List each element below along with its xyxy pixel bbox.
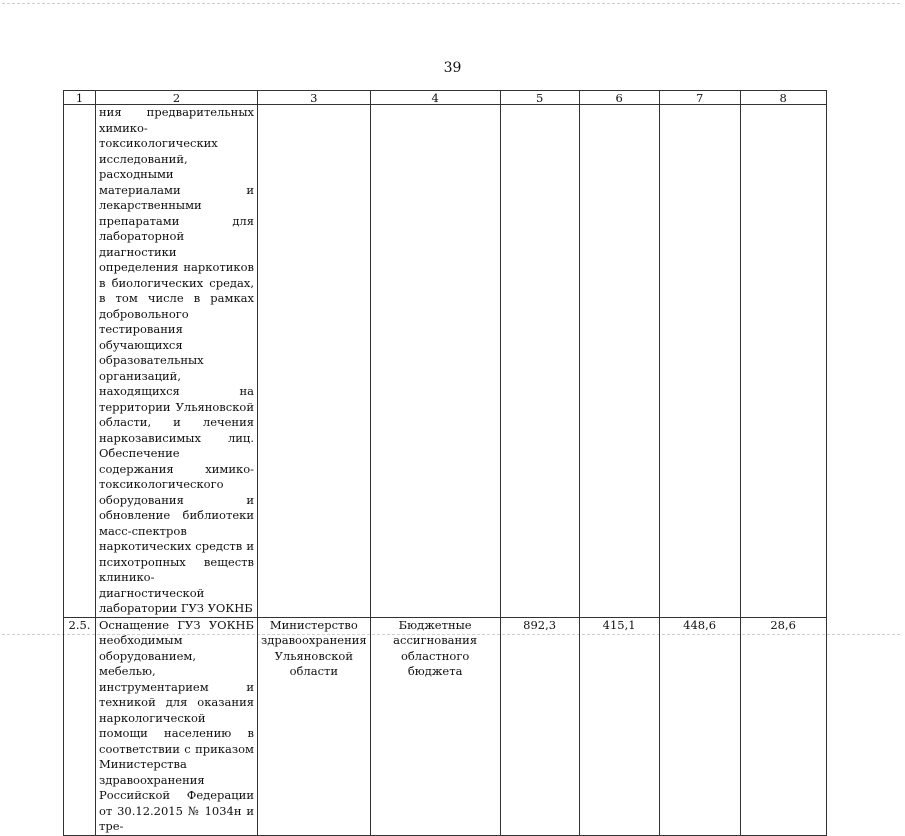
column-header-5: 5: [500, 91, 579, 105]
table-row: [64, 617, 827, 835]
amount-col6-cell: 415,1: [579, 617, 659, 835]
amount-col7-cell: [659, 105, 740, 618]
measure-description-cell: Оснащение ГУЗ УОКНБ необходимым оборудованием, мебелью, инструментарием и техникой для оказания наркологической помощи населению в соответствии с приказом Министерства здравоохранения Российской Федерации от 30.12.2015 № 1034н и тре-: [96, 617, 258, 835]
column-header-3: 3: [258, 91, 371, 105]
page-number: 39: [443, 60, 462, 76]
row-number-cell: [64, 105, 96, 618]
amount-col7-cell: 448,6: [659, 617, 740, 835]
measure-description-cell: ния предварительных химико-токсикологических исследований, расходными материалами и лекарственными препаратами для лабораторной диагностики определения наркотиков в биологических средах, в том числе в рамках добровольного тестирования обучающихся образовательных организаций, находящихся на территории Ульяновской области, и лечения наркозависимых лиц. Обеспечение содержания химико-токсикологического оборудования и обновление библиотеки масс-спектров наркотических средств и психотропных веществ клинико-диагностической лаборатории ГУЗ УОКНБ: [96, 105, 258, 618]
executor-cell: Министерство здравоохранения Ульяновской области: [258, 617, 371, 835]
row-number-cell: 2.5.: [64, 617, 96, 835]
total-amount-cell: 892,3: [500, 617, 579, 835]
program-table: [63, 90, 827, 836]
funding-source-cell: Бюджетные ассигнования областного бюджета: [370, 617, 500, 835]
total-amount-cell: [500, 105, 579, 618]
column-header-1: 1: [64, 91, 96, 105]
executor-cell: [258, 105, 371, 618]
column-header-2: 2: [96, 91, 258, 105]
table-row: [64, 105, 827, 618]
amount-col8-cell: [740, 105, 826, 618]
column-header-7: 7: [659, 91, 740, 105]
table-header-row: [64, 91, 827, 105]
column-header-8: 8: [740, 91, 826, 105]
funding-source-cell: [370, 105, 500, 618]
amount-col8-cell: 28,6: [740, 617, 826, 835]
amount-col6-cell: [579, 105, 659, 618]
column-header-6: 6: [579, 91, 659, 105]
column-header-4: 4: [370, 91, 500, 105]
